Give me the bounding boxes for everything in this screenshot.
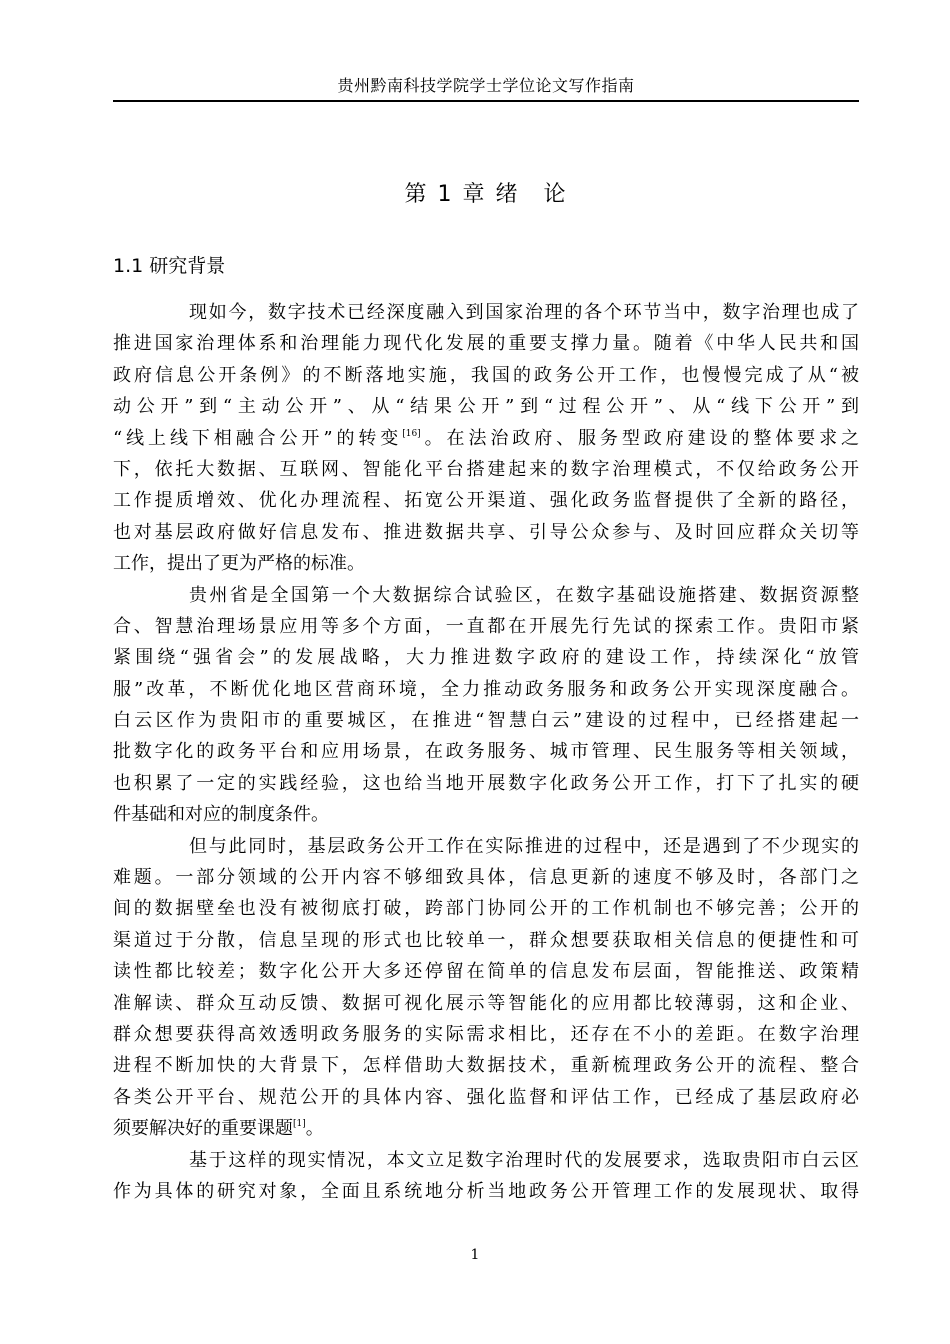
text-line: 批数字化的政务平台和应用场景，在政务服务、城市管理、民生服务等相关领域， (113, 741, 859, 763)
text-line: 下，依托大数据、互联网、智能化平台搭建起来的数字治理模式，不仅给政务公开 (113, 458, 859, 480)
chapter-name: 绪 论 (495, 182, 568, 207)
chapter-number: 第 1 章 (404, 182, 487, 207)
text-line: 读性都比较差；数字化公开大多还停留在简单的信息发布层面，智能推送、政策精 (113, 961, 859, 983)
text-line: 也积累了一定的实践经验，这也给当地开展数字化政务公开工作，打下了扎实的硬 (113, 772, 859, 794)
text-line: 件基础和对应的制度条件。 (113, 804, 329, 826)
text-line (113, 423, 859, 454)
paragraph (113, 297, 859, 580)
page-number: 1 (470, 1247, 480, 1263)
text-line: 服”改革，不断优化地区营商环境，全力推动政务服务和政务公开实现深度融合。 (113, 678, 859, 700)
text-line: 动公开”到“主动公开”、从“结果公开”到“过程公开”、从“线下公开”到 (113, 396, 859, 418)
text-line: 工作提质增效、优化办理流程、拓宽公开渠道、强化政务监督提供了全新的路径， (113, 490, 859, 512)
text-line: 准解读、群众互动反馈、数据可视化展示等智能化的应用都比较薄弱，这和企业、 (113, 992, 859, 1014)
text-line: 间的数据壁垒也没有被彻底打破，跨部门协同公开的工作机制也不够完善；公开的 (113, 898, 859, 920)
text-line: 推进国家治理体系和治理能力现代化发展的重要支撑力量。随着《中华人民共和国 (113, 333, 859, 355)
text-line: 进程不断加快的大背景下，怎样借助大数据技术，重新梳理政务公开的流程、整合 (113, 1055, 859, 1077)
section-heading: 1.1 研究背景 (113, 255, 226, 277)
text-line: 政府信息公开条例》的不断落地实施，我国的政务公开工作，也慢慢完成了从“被 (113, 364, 859, 386)
running-header: 贵州黔南科技学院学士学位论文写作指南 (337, 76, 635, 95)
text-line: 难题。一部分领域的公开内容不够细致具体，信息更新的速度不够及时，各部门之 (113, 867, 859, 889)
text-line: 作为具体的研究对象，全面且系统地分析当地政务公开管理工作的发展现状、取得 (113, 1180, 859, 1202)
chapter-title (113, 180, 859, 210)
text-line (113, 1113, 859, 1144)
text-line: 工作，提出了更为严格的标准。 (113, 553, 365, 575)
text-line: 基于这样的现实情况，本文立足数字治理时代的发展要求，选取贵阳市白云区 (189, 1149, 859, 1171)
text-line: 也对基层政府做好信息发布、推进数据共享、引导公众参与、及时回应群众关切等 (113, 521, 859, 543)
text-line: 渠道过于分散，信息呈现的形式也比较单一，群众想要获取相关信息的便捷性和可 (113, 929, 859, 951)
text-run: 。在法治政府、服务型政府建设的整体要求之 (420, 427, 859, 449)
header-rule (113, 100, 859, 102)
text-line: 白云区作为贵阳市的重要城区，在推进“智慧白云”建设的过程中，已经搭建起一 (113, 710, 859, 732)
text-run: 。 (305, 1118, 324, 1140)
text-run: 须要解决好的重要课题 (113, 1118, 293, 1140)
citation-ref: [1] (293, 1119, 306, 1130)
citation-ref: [16] (402, 428, 421, 439)
paragraph (113, 1145, 859, 1208)
paragraph (113, 831, 859, 1145)
text-line: 现如今，数字技术已经深度融入到国家治理的各个环节当中，数字治理也成了 (189, 302, 859, 323)
text-run: “线上线下相融合公开”的转变 (113, 427, 403, 449)
body-text (113, 297, 859, 1207)
paragraph (113, 580, 859, 831)
text-line: 但与此同时，基层政务公开工作在实际推进的过程中，还是遇到了不少现实的 (189, 835, 859, 857)
text-line: 合、智慧治理场景应用等多个方面，一直都在开展先行先试的探索工作。贵阳市紧 (113, 615, 859, 637)
text-line: 群众想要获得高效透明政务服务的实际需求相比，还存在不小的差距。在数字治理 (113, 1023, 859, 1045)
text-line: 贵州省是全国第一个大数据综合试验区，在数字基础设施搭建、数据资源整 (189, 584, 859, 606)
text-line: 紧围绕“强省会”的发展战略，大力推进数字政府的建设工作，持续深化“放管 (113, 647, 859, 669)
text-line: 各类公开平台、规范公开的具体内容、强化监督和评估工作，已经成了基层政府必 (113, 1086, 859, 1108)
